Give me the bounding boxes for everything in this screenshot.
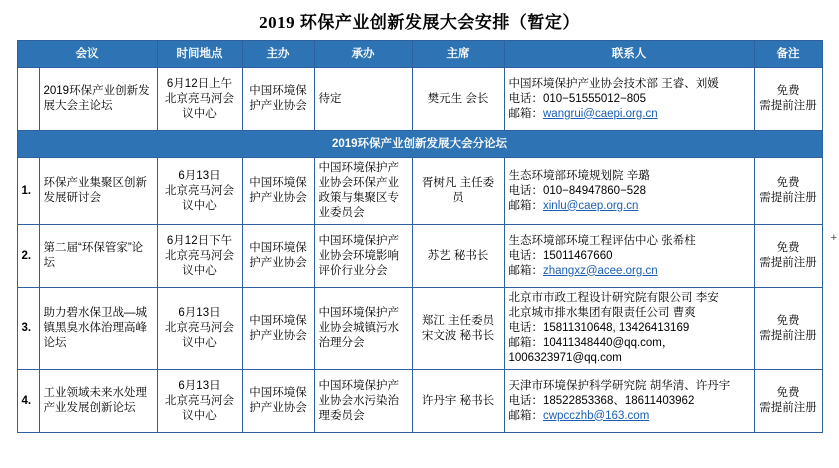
column-header-chair: 主席 [412,41,504,68]
cell-chair: 郑江 主任委员 宋文波 秘书长 [412,288,504,370]
cell-contact: 中国环境保护产业协会技术部 王睿、刘媛 电话：010−51555012−805 邮箱：wangrui@caepi.org.cn [504,68,754,131]
column-header-host: 主办 [242,41,314,68]
cell-undertaker: 中国环境保护产业协会环境影响评价行业分会 [314,225,412,288]
cell-time-place: 6月13日 北京亮马河会议中心 [157,288,242,370]
cell-host: 中国环境保护产业协会 [242,370,314,433]
row-number: 2. [17,225,39,288]
column-header-time: 时间地点 [157,41,242,68]
column-header-remark: 备注 [754,41,822,68]
column-header-undertaker: 承办 [314,41,412,68]
cell-remark: 免费 需提前注册 [754,370,822,433]
table-row [17,225,822,288]
table-row [17,288,822,370]
section-band-label: 2019环保产业创新发展大会分论坛 [17,131,822,158]
cell-time-place: 6月12日上午 北京亮马河会议中心 [157,68,242,131]
side-marker: + [830,232,837,244]
contact-email-link[interactable]: cwpcczhb@163.com [543,409,650,422]
row-number: 4. [17,370,39,433]
contact-email-link[interactable]: wangrui@caepi.org.cn [543,107,658,120]
cell-time-place: 6月13日 北京亮马河会议中心 [157,158,242,225]
cell-host: 中国环境保护产业协会 [242,158,314,225]
column-header-meeting: 会议 [17,41,157,68]
contact-email-link[interactable]: zhangxz@acee.org.cn [543,264,658,277]
cell-undertaker: 中国环境保护产业协会城镇污水治理分会 [314,288,412,370]
row-number: 1. [17,158,39,225]
row-number: 3. [17,288,39,370]
cell-contact: 天津市环境保护科学研究院 胡华清、许丹宇 电话：18522853368、18611403962 邮箱：cwpcczhb@163.com [504,370,754,433]
cell-chair: 苏艺 秘书长 [412,225,504,288]
schedule-table [17,40,823,433]
page-title: 2019 环保产业创新发展大会安排（暂定） [259,13,580,32]
cell-contact: 北京市市政工程设计研究院有限公司 李安 北京城市排水集团有限责任公司 曹爽 电话：15811310648, 13426413169 邮箱：10411348440@qq.com， 1006323971@qq.com [504,288,754,370]
table-header [17,41,822,68]
cell-time-place: 6月13日 北京亮马河会议中心 [157,370,242,433]
cell-meeting-name: 助力碧水保卫战—城镇黑臭水体治理高峰论坛 [39,288,157,370]
cell-meeting-name: 环保产业集聚区创新发展研讨会 [39,158,157,225]
cell-meeting-name: 2019环保产业创新发展大会主论坛 [39,68,157,131]
cell-remark: 免费 需提前注册 [754,288,822,370]
column-header-contact: 联系人 [504,41,754,68]
cell-host: 中国环境保护产业协会 [242,288,314,370]
table-row [17,158,822,225]
table-row [17,68,822,131]
cell-undertaker: 待定 [314,68,412,131]
cell-host: 中国环境保护产业协会 [242,225,314,288]
table-body [17,68,822,433]
cell-chair: 胥树凡 主任委员 [412,158,504,225]
cell-chair: 许丹宇 秘书长 [412,370,504,433]
row-number [17,68,39,131]
cell-remark: 免费 需提前注册 [754,158,822,225]
contact-email-link[interactable]: xinlu@caep.org.cn [543,199,639,212]
cell-remark: 免费 需提前注册 [754,225,822,288]
section-band-row [17,131,822,158]
cell-remark: 免费 需提前注册 [754,68,822,131]
cell-undertaker: 中国环境保护产业协会水污染治理委员会 [314,370,412,433]
cell-contact: 生态环境部环境工程评估中心 张希柱 电话：15011467660 邮箱：zhangxz@acee.org.cn [504,225,754,288]
cell-meeting-name: 第二届“环保管家”论坛 [39,225,157,288]
cell-contact: 生态环境部环境规划院 辛璐 电话：010−84947860−528 邮箱：xinlu@caep.org.cn [504,158,754,225]
cell-time-place: 6月12日下午 北京亮马河会议中心 [157,225,242,288]
cell-meeting-name: 工业领域未来水处理产业发展创新论坛 [39,370,157,433]
table-row [17,370,822,433]
cell-host: 中国环境保护产业协会 [242,68,314,131]
cell-undertaker: 中国环境保护产业协会环保产业政策与集聚区专业委员会 [314,158,412,225]
cell-chair: 樊元生 会长 [412,68,504,131]
